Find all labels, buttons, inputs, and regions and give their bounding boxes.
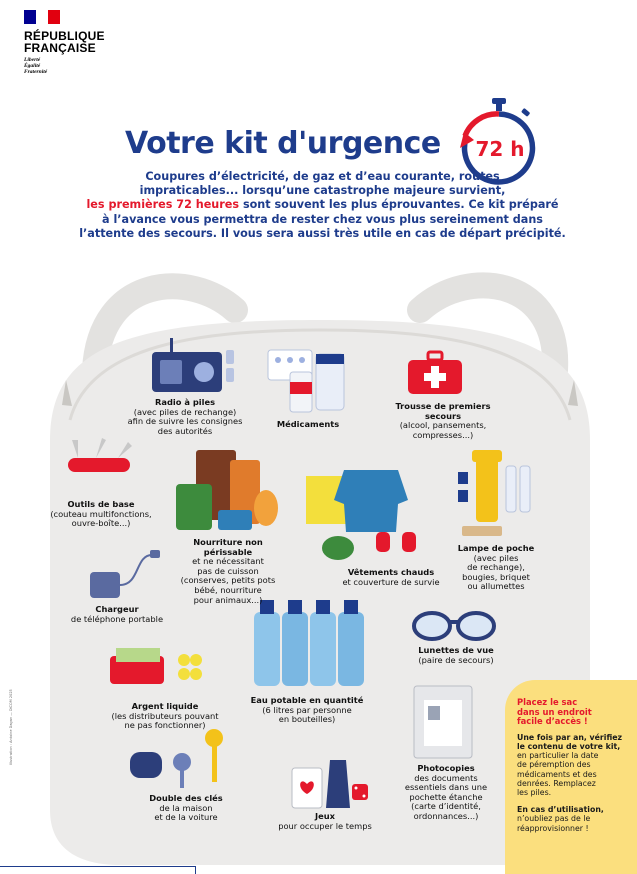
reminder-note (505, 680, 637, 874)
item-chargeur: Chargeur de téléphone portable (70, 604, 164, 624)
water-bottles-icon (254, 600, 364, 686)
note-paragraph-1: Une fois par an, vérifiez le contenu de votre kit, en particulier la date de péremption des médicaments et des denrées. Remplacez les piles. (517, 732, 623, 797)
charger-icon (90, 550, 160, 598)
note-paragraph-2: En cas d’utilisation, n’oubliez pas de le réapprovisionner ! (517, 805, 604, 833)
item-jeux: Jeux pour occuper le temps (278, 811, 372, 831)
medicine-icon (268, 350, 344, 412)
note-heading: Placez le sac dans un endroit facile d’accès ! (517, 697, 592, 727)
illustration-credit: Illustration : Antoine Dagan — DICOM 2025 (9, 689, 13, 765)
warm-clothes-icon (306, 470, 416, 560)
item-photocopies: Photocopies des documents essentiels dans une pochette étanche (carte d’identité, ordonnances...) (404, 763, 488, 821)
first-aid-kit-icon (408, 352, 462, 394)
footer-frame (0, 866, 196, 874)
food-icon (176, 450, 278, 530)
item-radio: Radio à piles (avec piles de rechange) afin de suivre les consignes des autorités (127, 397, 243, 436)
keys-icon (130, 729, 223, 788)
republic-name: RÉPUBLIQUE FRANÇAISE (24, 29, 105, 55)
item-eau: Eau potable en quantité (6 litres par personne en bouteilles) (250, 695, 364, 725)
intro-highlight: les premières 72 heures (86, 198, 240, 212)
item-trousse: Trousse de premiers secours (alcool, pansements, compresses...) (395, 401, 491, 440)
badge-text: 72 h (475, 137, 525, 161)
page-title: Votre kit d'urgence (125, 126, 441, 161)
item-medicaments: Médicaments (276, 419, 340, 429)
games-icon (292, 760, 368, 808)
item-vetements: Vêtements chauds et couverture de survie (342, 567, 440, 587)
documents-icon (414, 686, 472, 758)
item-nourriture: Nourriture non périssable et ne nécessitant pas de cuisson (conserves, petits pots bébé, nourriture pour animaux...) (180, 537, 276, 605)
item-lampe: Lampe de poche (avec piles de rechange), bougies, briquet ou allumettes (457, 543, 535, 592)
cash-icon (110, 648, 202, 684)
multitool-icon (68, 438, 132, 472)
intro-paragraph: Coupures d’électricité, de gaz et d’eau courante, routes impraticables... lorsqu’une catastrophe majeure survient, les premières 72 heures sont souvent les plus éprouvantes. Ce kit préparé à l’avance vous permettra de rester chez vous plus sereinement dans l’attente des secours. Il vous sera aussi très utile en cas de départ précipité. (79, 170, 566, 240)
item-lunettes: Lunettes de vue (paire de secours) (418, 645, 494, 665)
glasses-icon (414, 613, 494, 639)
item-cles: Double des clés de la maison et de la voiture (149, 793, 223, 823)
item-outils: Outils de base (couteau multifonctions, ouvre-boîte...) (50, 499, 152, 529)
radio-icon (152, 338, 234, 392)
republic-motto: Liberté Égalité Fraternité (24, 57, 48, 75)
flashlight-icon (458, 450, 530, 536)
item-argent: Argent liquide (les distributeurs pouvant ne pas fonctionner) (111, 701, 219, 731)
